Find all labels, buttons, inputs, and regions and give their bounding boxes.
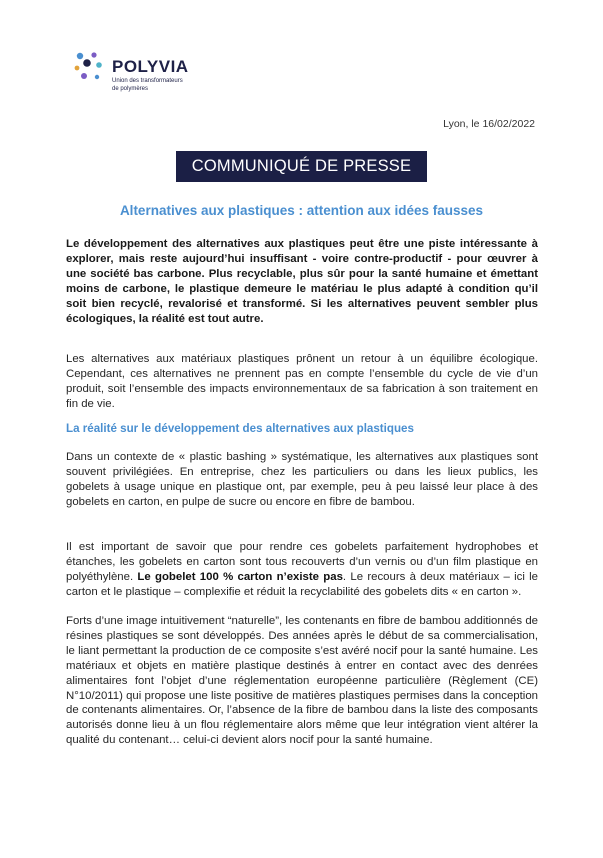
logo-tagline-line2: de polymères: [112, 85, 149, 92]
cardboard-text-after: . Le recours à deux matériaux – ici le carton et le plastique – complexifie et réduit la recyclabilité des gobelets dits « en carton ».: [66, 570, 539, 598]
lead-paragraph: Le développement des alternatives aux plastiques peut être une piste intéressante à explorer, mais reste aujourd’hui insuffisant - voire contre-productif - pour œuvrer à une société bas carbone. Plus recyclable, plus sûr pour la santé humaine et émettant moins de carbone, le plastique demeure le matériau le plus adapté à condition qu’il soit bien recyclé, revalorisé et transformé. Si les alternatives peuvent sembler plus écologiques, la réalité est tout autre.: [66, 238, 538, 325]
logo-tagline-line1: Union des transformateurs: [112, 78, 183, 84]
press-release-banner: [176, 151, 427, 182]
cardboard-text-before: Il est important de savoir que pour rendre ces gobelets parfaitement hydrophobes et étanches, les gobelets en carton sont tous recouverts d’un vernis ou d’un film plastique en polyéthylène.: [66, 541, 538, 583]
polyvia-logo-icon: [72, 50, 108, 86]
cardboard-bold-statement: Le gobelet 100 % carton n’existe pas: [137, 570, 343, 583]
press-release-label: COMMUNIQUÉ DE PRESSE: [191, 157, 412, 175]
logo-name: POLYVIA: [112, 57, 189, 76]
cardboard-cup-paragraph: [66, 540, 538, 600]
bamboo-fiber-paragraph: Forts d’une image intuitivement “naturelle”, les contenants en fibre de bambou additionnés de résines plastiques se sont développés. Des années après le début de sa commercialisation, le liant permettant la production de ce composite s’est avéré nocif pour la santé humaine. Les matériaux et objets en matière plastique destinés à entrer en contact avec des denrées alimentaires font l’objet d’une réglementation européenne particulière (Règlement (CE) N°10/2011) qui propose une liste positive de matières plastiques permises dans la conception de contenants alimentaires. Or, l’absence de la fibre de bambou dans la liste des composants autorisés donne lieu à un flou réglementaire alors même que leur intégration vient altérer la qualité du contenant… celui-ci devient alors nocif pour la santé humaine.: [66, 615, 538, 747]
polyvia-logo: [72, 50, 242, 100]
context-paragraph: Dans un contexte de « plastic bashing » systématique, les alternatives aux plastiques sont souvent privilégiées. En entreprise, chez les particuliers ou dans les lieux publics, les gobelets à usage unique en plastique ont, par exemple, peu à peu laissé leur place à des gobelets en carton, en pulpe de sucre ou encore en fibre de bambou.: [66, 451, 538, 508]
section-heading: La réalité sur le développement des alternatives aux plastiques: [66, 422, 414, 435]
intro-paragraph: Les alternatives aux matériaux plastiques prônent un retour à un équilibre écologique. Cependant, ces alternatives ne prennent pas en compte l’ensemble du cycle de vie d’un produit, soit l’ensemble des impacts environnementaux de sa fabrication à son traitement en fin de vie.: [66, 353, 538, 410]
document-title: Alternatives aux plastiques : attention aux idées fausses: [119, 203, 484, 218]
logo-tagline: [112, 78, 222, 93]
press-date: Lyon, le 16/02/2022: [443, 118, 535, 130]
